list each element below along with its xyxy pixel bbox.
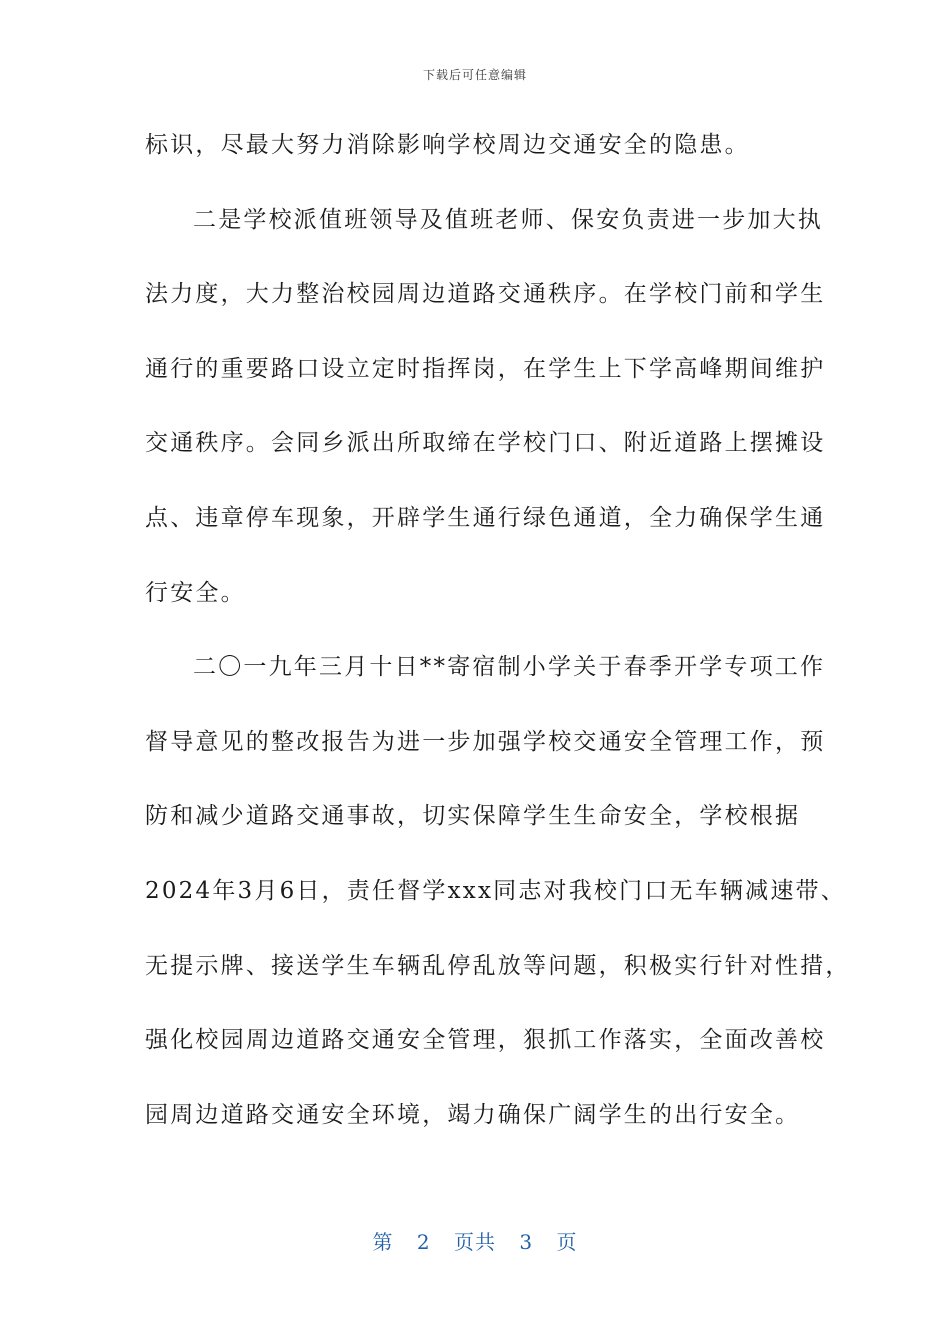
footer-middle: 页共 [454,1230,496,1254]
text-line: 交通秩序。会同乡派出所取缔在学校门口、附近道路上摆摊设 [145,430,826,457]
current-page-number: 2 [416,1230,431,1254]
text-line: 园周边道路交通安全环境，竭力确保广阔学生的出行安全。 [145,1101,801,1128]
text-line: 2024年3月6日，责任督学xxx同志对我校门口无车辆减速带、 [145,877,846,904]
text-line: 无提示牌、接送学生车辆乱停乱放等问题，积极实行针对性措， [145,952,851,979]
text-line: 二〇一九年三月十日**寄宿制小学关于春季开学专项工作 [193,654,826,681]
text-line: 标识，尽最大努力消除影响学校周边交通安全的隐患。 [145,132,750,158]
text-line: 点、违章停车现象，开辟学生通行绿色通道，全力确保学生通 [145,504,826,531]
total-page-count: 3 [519,1230,534,1254]
text-line: 二是学校派值班领导及值班老师、保安负责进一步加大执 [193,206,823,233]
text-line: 督导意见的整改报告为进一步加强学校交通安全管理工作，预 [145,728,826,755]
text-line: 通行的重要路口设立定时指挥岗，在学生上下学高峰期间维护 [145,355,826,382]
header-note: 下载后可任意编辑 [422,68,527,82]
text-line: 强化校园周边道路交通安全管理，狠抓工作落实，全面改善校 [145,1027,826,1054]
text-line: 行安全。 [145,579,246,606]
footer-prefix: 第 [372,1230,394,1254]
footer-suffix: 页 [556,1230,578,1254]
text-line: 防和减少道路交通事故，切实保障学生生命安全，学校根据 [145,803,801,830]
text-line: 法力度，大力整治校园周边道路交通秩序。在学校门前和学生 [145,281,826,308]
page-footer [0,1226,950,1255]
document-body [145,120,851,1164]
